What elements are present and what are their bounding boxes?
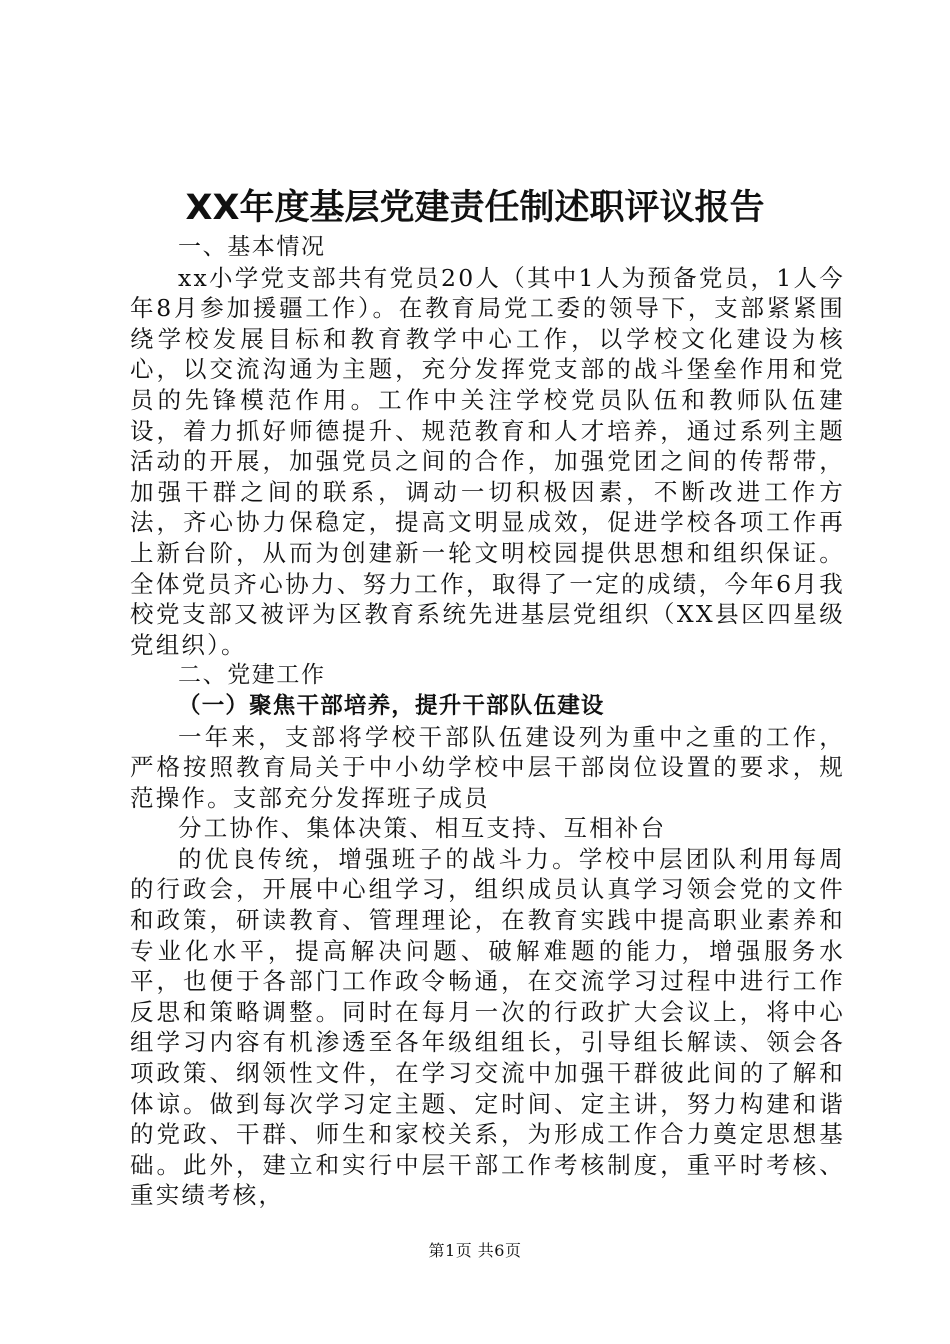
section-heading-party-work: 二、党建工作 bbox=[178, 662, 326, 689]
paragraph-cadre-training-3: 的优良传统，增强班子的战斗力。学校中层团队利用每周的行政会，开展中心组学习，组织成员认真学习领会党的文件和政策，研读教育、管理理论，在教育实践中提高职业素养和专业化水平，提高解决问题、破解难题的能力，增强服务水平，也便于各部门工作政令畅通，在交流学习过程中进行工作反思和策略调整。同时在每月一次的行政扩大会议上，将中心组学习内容有机渗透至各年级组组长，引导组长解读、领会各项政策、纲领性文件，在学习交流中加强干群彼此间的了解和体谅。做到每次学习定主题、定时间、定主讲，努力构建和谐的党政、干群、师生和家校关系，为形成工作合力奠定思想基础。此外，建立和实行中层干部工作考核制度，重平时考核、重实绩考核， bbox=[130, 844, 845, 1210]
paragraph-basic-info: xx小学党支部共有党员20人（其中1人为预备党员，1人今年8月参加援疆工作）。在教育局党工委的领导下，支部紧紧围绕学校发展目标和教育教学中心工作，以学校文化建设为核心，以交流沟通为主题，充分发挥党支部的战斗堡垒作用和党员的先锋模范作用。工作中关注学校党员队伍和教师队伍建设，着力抓好师德提升、规范教育和人才培养，通过系列主题活动的开展，加强党员之间的合作，加强党团之间的传帮带，加强干群之间的联系，调动一切积极因素，不断改进工作方法，齐心协力保稳定，提高文明显成效，促进学校各项工作再上新台阶，从而为创建新一轮文明校园提供思想和组织保证。全体党员齐心协力、努力工作，取得了一定的成绩，今年6月我校党支部又被评为区教育系统先进基层党组织（XX县区四星级党组织）。 bbox=[130, 263, 845, 659]
paragraph-cadre-training-1: 一年来，支部将学校干部队伍建设列为重中之重的工作，严格按照教育局关于中小幼学校中层干部岗位设置的要求，规范操作。支部充分发挥班子成员 bbox=[130, 722, 845, 812]
paragraph-cadre-training-2: 分工协作、集体决策、相互支持、互相补台 bbox=[178, 814, 667, 843]
section-heading-basic-info: 一、基本情况 bbox=[178, 234, 326, 260]
document-title: XX年度基层党建责任制述职评议报告 bbox=[185, 188, 765, 228]
subsection-heading-cadre-training: （一）聚焦干部培养，提升干部队伍建设 bbox=[178, 692, 605, 719]
document-body bbox=[130, 232, 845, 1211]
page-footer: 第1页 共6页 bbox=[428, 1241, 522, 1260]
